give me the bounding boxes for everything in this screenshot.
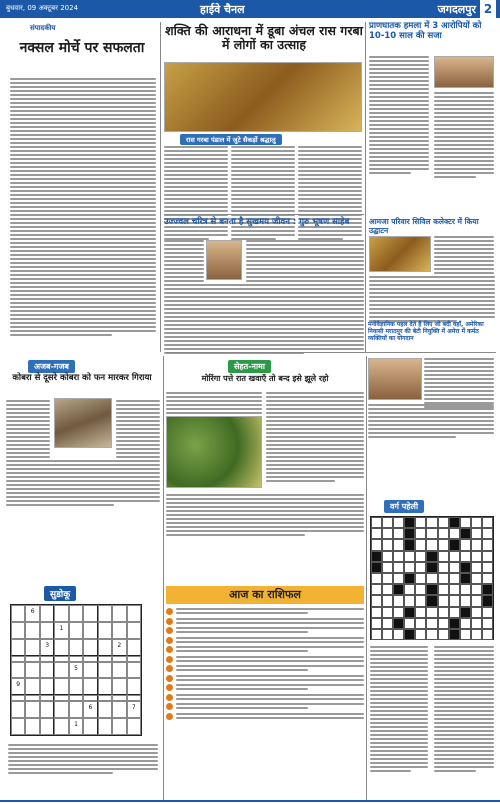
mid-left-headline: उज्ज्वल चरित्र से बनता है सुखमय जीवन : गुरु भूषण साहेब [164,217,350,227]
sudoku-cell [69,622,83,639]
sudoku-cell [54,678,68,695]
sehat-body-2 [266,392,364,482]
sudoku-cell: 7 [127,701,141,718]
sudoku-cell [40,605,54,622]
crossword-cell [404,607,415,618]
crossword-cell [460,618,471,629]
rashi-item [166,646,364,653]
crossword-cell [449,629,460,640]
right-top-body-2 [434,92,494,178]
sudoku-cell [25,678,39,695]
main-photo-caption: रास गरबा पंडाल में जुटे सैकड़ों श्रद्धालु [180,134,282,145]
crossword-cell [460,607,471,618]
crossword-cell [382,517,393,528]
sudoku-cell: 1 [54,622,68,639]
crossword-cell [415,517,426,528]
crossword-cell [471,551,482,562]
crossword-cell [460,573,471,584]
sudoku-cell [54,701,68,718]
crossword-cell [426,573,437,584]
crossword-cell [471,629,482,640]
crossword-cell [382,607,393,618]
sudoku-cell [69,701,83,718]
sudoku-cell [98,662,112,679]
crossword-cell [471,584,482,595]
sudoku-cell [11,701,25,718]
crossword-cell [460,551,471,562]
sudoku-cell [25,718,39,735]
crossword-cell [438,539,449,550]
sehat-nama-tag: सेहत-नामा [228,360,271,373]
sudoku-cell: 5 [69,662,83,679]
crossword-cell [371,629,382,640]
sudoku-cell [98,718,112,735]
sudoku-cell [112,662,126,679]
sudoku-cell [54,605,68,622]
crossword-cell [482,551,493,562]
rashi-item [166,627,364,634]
crossword-cell [404,528,415,539]
crossword-cell [482,595,493,606]
sudoku-cell [98,701,112,718]
lower-right-body-2 [368,404,494,438]
lower-right-body [424,358,494,408]
sudoku-grid [10,604,142,736]
zodiac-icon [166,618,173,625]
crossword-cell [382,562,393,573]
sudoku-cell: 6 [25,605,39,622]
crossword-cell [382,528,393,539]
rashi-item [166,703,364,710]
crossword-cell [393,551,404,562]
crossword-cell [449,618,460,629]
sudoku-cell [40,678,54,695]
sudoku-cell [25,701,39,718]
sudoku-cell [83,605,97,622]
lower-right-headline: मनोवैज्ञानिक पहल देते हैं लिए जो बदी वहाँ, अमेरिका निवासी मराठपुर की बेटी नियुक्ति में अमेरा में कर्मठ व्यक्तियों का योगदान [368,321,484,342]
editorial-section [6,22,158,352]
zodiac-icon [166,637,173,644]
crossword-cell [438,618,449,629]
crossword-cell [426,562,437,573]
crossword-cell [371,607,382,618]
crossword-cell [426,517,437,528]
crossword-cell [460,562,471,573]
crossword-cell [404,595,415,606]
sudoku-cell [98,678,112,695]
crossword-cell [404,573,415,584]
crossword-cell [393,517,404,528]
sudoku-cell [127,678,141,695]
crossword-cell [482,629,493,640]
crossword-cell [382,573,393,584]
crossword-cell [382,629,393,640]
crossword-cell [426,607,437,618]
editorial-tag: संपादकीय [30,24,56,32]
crossword-cell [371,539,382,550]
zodiac-icon [166,713,173,720]
sudoku-cell [127,639,141,656]
crossword-cell [371,584,382,595]
sudoku-cell [98,639,112,656]
sudoku-cell: 9 [11,678,25,695]
crossword-cell [449,584,460,595]
crossword-cell [393,573,404,584]
crossword-cell [393,629,404,640]
crossword-cell [460,517,471,528]
crossword-cell [449,607,460,618]
sudoku-cell [54,718,68,735]
crossword-cell [382,595,393,606]
masthead-title: हाईवे चैनल [200,3,245,16]
crossword-cell [438,551,449,562]
crossword-cell [393,539,404,550]
sudoku-cell [11,622,25,639]
zodiac-icon [166,656,173,663]
sudoku-title: सुडोकू [44,586,76,601]
crossword-cell [415,629,426,640]
sudoku-cell [69,678,83,695]
sudoku-cell: 3 [40,639,54,656]
main-story-headline: शक्ति की आराधना में डूबा अंचल रास गरबा में लोगों का उत्साह [165,23,363,53]
crossword-cell [404,517,415,528]
crossword-cell [460,629,471,640]
crossword-cell [404,618,415,629]
sudoku-cell: 2 [112,639,126,656]
crossword-cell [404,584,415,595]
crossword-cell [404,551,415,562]
zodiac-icon [166,608,173,615]
sudoku-cell [11,718,25,735]
right-top-body-1 [369,56,429,174]
crossword-cell [404,562,415,573]
main-story-photo [164,62,362,132]
crossword-cell [471,595,482,606]
crossword-cell [393,584,404,595]
crossword-cell [482,539,493,550]
crossword-cell [426,584,437,595]
crossword-cell [426,528,437,539]
rashi-item [166,694,364,701]
crossword-cell [471,517,482,528]
sudoku-cell [83,718,97,735]
crossword-cell [449,551,460,562]
sudoku-cell [54,662,68,679]
crossword-cell [449,595,460,606]
crossword-cell [438,517,449,528]
sudoku-cell [54,639,68,656]
sudoku-cell [69,605,83,622]
rashi-item [166,656,364,663]
zodiac-icon [166,665,173,672]
ajab-gajab-body-1 [6,400,50,458]
sudoku-cell [40,622,54,639]
sudoku-cell [112,622,126,639]
sudoku-cell [69,639,83,656]
ajab-gajab-body-3 [6,460,160,506]
moringa-photo [166,416,262,488]
sudoku-cell: 1 [69,718,83,735]
crossword-cell [471,539,482,550]
crossword-cell [482,607,493,618]
crossword-cell [438,607,449,618]
mid-left-col1 [164,240,204,286]
crossword-cell [482,562,493,573]
rashi-item [166,675,364,682]
sudoku-cell [127,605,141,622]
crossword-cell [415,584,426,595]
crossword-cell [371,618,382,629]
crossword-title: वर्ग पहेली [384,500,424,513]
sudoku-cell [40,662,54,679]
zodiac-icon [166,694,173,701]
crossword-cell [415,528,426,539]
zodiac-icon [166,675,173,682]
crossword-clues-left [370,646,428,772]
crossword-cell [415,595,426,606]
crossword-cell [415,573,426,584]
sudoku-cell [11,662,25,679]
crossword-cell [426,618,437,629]
sudoku-cell: 6 [83,701,97,718]
crossword-cell [371,595,382,606]
rashifal-list [166,608,364,720]
crossword-cell [415,618,426,629]
daughter-photo [368,358,422,400]
ajab-gajab-headline: कोबरा से दूसरे कोबरा को फन मारकर गिराया [12,373,152,383]
sehat-body-3 [166,494,364,536]
zodiac-icon [166,684,173,691]
crossword-cell [482,584,493,595]
crossword-cell [449,528,460,539]
sehat-headline: मोरिंगा पत्ते रात खवाएँ तो बन्द इसे झूले रहो [201,374,329,383]
crossword-grid [370,516,494,640]
sudoku-cell [11,605,25,622]
sudoku-cell [112,718,126,735]
crossword-cell [382,584,393,595]
sudoku-cell [112,678,126,695]
sudoku-cell [112,605,126,622]
crossword-cell [438,584,449,595]
crossword-cell [415,562,426,573]
rashi-item [166,637,364,644]
ajab-gajab-body-2 [116,400,160,458]
guru-portrait [206,240,242,280]
crossword-cell [382,551,393,562]
crossword-cell [382,539,393,550]
crossword-cell [371,562,382,573]
mid-right-body-2 [369,276,495,322]
inauguration-photo [369,236,431,272]
crossword-cell [393,618,404,629]
crossword-cell [426,629,437,640]
sudoku-cell [98,605,112,622]
accused-photo [434,56,494,88]
crossword-cell [449,573,460,584]
crossword-cell [393,595,404,606]
sudoku-cell [127,622,141,639]
crossword-cell [471,618,482,629]
crossword-cell [393,562,404,573]
sudoku-cell [83,662,97,679]
right-top-headline: प्राणघातक हमला में 3 आरोपियों को 10-10 साल की सजा [369,21,482,41]
sudoku-cell [40,718,54,735]
crossword-cell [482,517,493,528]
sudoku-cell [112,701,126,718]
crossword-cell [371,528,382,539]
crossword-cell [371,517,382,528]
sudoku-cell [40,701,54,718]
crossword-cell [426,539,437,550]
sudoku-instructions [8,744,158,774]
crossword-cell [438,595,449,606]
mid-right-headline: आमजा परिवार सिविल कलेक्टर में किया उद्घाटन [369,217,479,235]
rashifal-title: आज का राशिफल [166,586,364,604]
crossword-clues-right [434,646,494,772]
crossword-cell [471,562,482,573]
page-number: 2 [480,0,496,18]
crossword-cell [393,528,404,539]
crossword-cell [438,573,449,584]
sudoku-cell [25,639,39,656]
crossword-cell [471,573,482,584]
rashi-item [166,608,364,615]
crossword-cell [438,528,449,539]
sudoku-cell [127,662,141,679]
crossword-cell [393,607,404,618]
sudoku-cell [25,622,39,639]
rashi-item [166,618,364,625]
crossword-cell [482,573,493,584]
ajab-gajab-tag: अजब-गजब [28,360,75,373]
sudoku-cell [25,662,39,679]
crossword-cell [460,539,471,550]
crossword-cell [460,584,471,595]
masthead [0,0,500,18]
crossword-cell [415,539,426,550]
cobra-photo [54,398,112,448]
crossword-cell [415,607,426,618]
crossword-cell [449,539,460,550]
crossword-cell [371,573,382,584]
zodiac-icon [166,703,173,710]
crossword-cell [382,618,393,629]
sudoku-cell [127,718,141,735]
crossword-cell [426,595,437,606]
editorial-body [10,78,156,336]
sudoku-cell [11,639,25,656]
crossword-cell [404,629,415,640]
zodiac-icon [166,627,173,634]
crossword-cell [460,595,471,606]
crossword-cell [415,551,426,562]
crossword-cell [438,629,449,640]
crossword-cell [482,618,493,629]
sudoku-cell [83,639,97,656]
crossword-cell [404,539,415,550]
mid-left-col3 [246,240,364,310]
zodiac-icon [166,646,173,653]
issue-date: बुधवार, 09 अक्टूबर 2024 [6,4,79,12]
sudoku-cell [83,678,97,695]
crossword-cell [471,607,482,618]
sudoku-cell [83,622,97,639]
crossword-cell [460,528,471,539]
rashi-item [166,684,364,691]
crossword-cell [426,551,437,562]
crossword-cell [438,562,449,573]
crossword-cell [449,517,460,528]
crossword-cell [371,551,382,562]
editorial-headline: नक्सल मोर्चे पर सफलता [19,40,145,56]
rashi-item [166,713,364,720]
rashi-item [166,665,364,672]
crossword-cell [482,528,493,539]
crossword-cell [471,528,482,539]
edition-city: जगदलपुर [437,3,476,16]
sudoku-cell [98,622,112,639]
crossword-cell [449,562,460,573]
